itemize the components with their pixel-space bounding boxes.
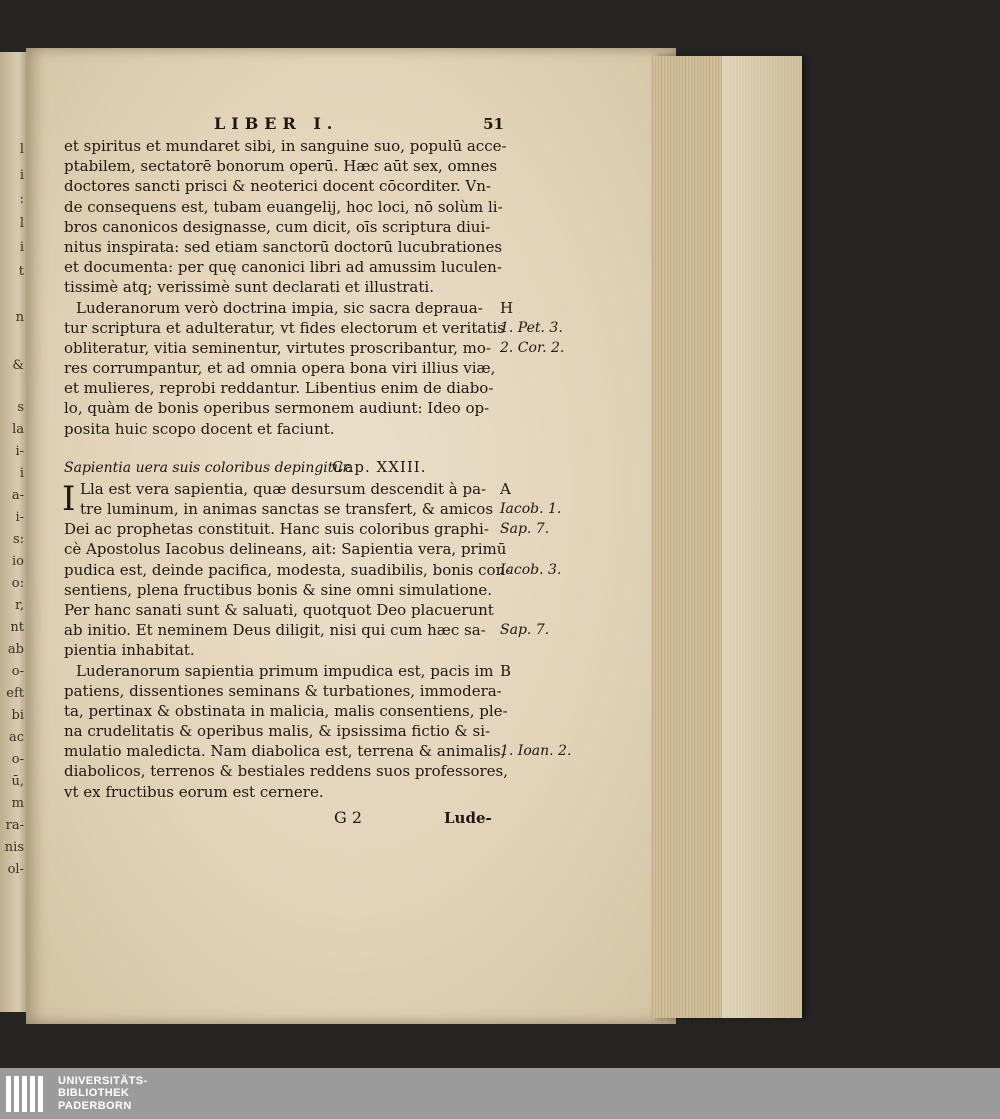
text-line — [64, 620, 624, 640]
marginal-reference: 1. Pet. 3. — [500, 319, 563, 336]
library-name-line1: UNIVERSITÄTS- — [58, 1074, 148, 1087]
line-text: res corrumpantur, et ad omnia opera bona viri illius viæ, — [64, 359, 496, 378]
running-title: LIBER I. — [214, 114, 339, 133]
line-text: mulatio maledicta. Nam diabolica est, terrena & animalis, — [64, 742, 506, 761]
left-margin-fragment: i — [19, 466, 24, 481]
text-line — [64, 701, 624, 721]
left-margin-fragment: l — [19, 216, 24, 231]
line-text: pientia inhabitat. — [64, 641, 195, 660]
line-text: nitus inspirata: sed etiam sanctorū doctorū lucubrationes — [64, 237, 503, 256]
text-line — [64, 519, 624, 539]
left-margin-fragment: ol- — [7, 862, 24, 877]
left-margin-fragment: nis — [4, 840, 24, 855]
left-margin-fragment: s — [17, 400, 24, 415]
chapter-title: Sapientia uera suis coloribus depingitur. — [64, 459, 353, 476]
line-text: Luderanorum verò doctrina impia, sic sacra deprauа- — [76, 298, 483, 317]
left-margin-fragment: l — [19, 142, 24, 157]
left-margin-fragment: n — [15, 310, 24, 325]
left-margin-fragment: ū, — [11, 774, 24, 789]
line-text: tissimè atq; verissimè sunt declarati et illustrati. — [64, 278, 434, 297]
text-line — [64, 237, 624, 257]
left-margin-fragment: : — [19, 192, 24, 207]
left-margin-fragment: o- — [11, 664, 24, 679]
marginal-reference: Sap. 7. — [500, 521, 550, 538]
line-text: et spiritus et mundaret sibi, in sanguine suo, populū acce- — [64, 137, 507, 155]
left-margin-fragment: bi — [11, 708, 24, 723]
line-text: ptabilem, sectatorē bonorum operū. Hæc aūt sex, omnes — [64, 157, 498, 176]
library-banner — [0, 1068, 1000, 1119]
left-margin-fragment: ac — [8, 730, 24, 745]
line-text: bros canonicos designasse, cum dicit, oīs scriptura diui- — [64, 217, 491, 236]
chapter-heading — [64, 457, 624, 479]
line-text: obliteratur, vitia seminentur, virtutes proscribantur, mo- — [64, 338, 491, 357]
left-margin-fragment: i — [19, 168, 24, 183]
line-text: de consequens est, tubam euangelij, hoc loci, nō solùm li- — [64, 197, 503, 216]
marginal-reference: Iacob. 3. — [500, 561, 562, 578]
left-margin-fragment: i- — [15, 444, 24, 459]
left-margin-fragment: i- — [15, 510, 24, 525]
text-line — [64, 338, 624, 358]
marginal-reference: Sap. 7. — [500, 622, 550, 639]
text-line — [64, 539, 624, 559]
left-margin-fragment: ra- — [5, 818, 24, 833]
line-text: Luderanorum sapientia primum impudica est, pacis im — [76, 661, 494, 680]
catchword: Lude- — [444, 808, 492, 827]
text-line — [64, 600, 624, 620]
line-text: posita huic scopo docent et faciunt. — [64, 419, 335, 438]
left-margin-fragment: nt — [10, 620, 24, 635]
left-margin-fragment: t — [18, 264, 24, 279]
line-text: vt ex fructibus eorum est cernere. — [64, 782, 324, 801]
text-line — [64, 721, 624, 741]
line-text: ta, pertinax & obstinata in malicia, malis consentiens, ple- — [64, 701, 508, 720]
left-margin-fragment: la — [12, 422, 24, 437]
text-line — [64, 156, 624, 176]
line-text: tre luminum, in animas sanctas se transfert, & amicos — [80, 500, 494, 518]
page-text-block — [64, 114, 624, 832]
text-line — [64, 640, 624, 660]
chapter-body — [64, 479, 624, 802]
marginal-reference: 1. Ioan. 2. — [500, 743, 572, 760]
marginal-section-letter: A — [500, 479, 511, 498]
text-line — [64, 681, 624, 701]
drop-initial: I — [62, 478, 76, 519]
chapter-number: Cap. XXIII. — [332, 457, 427, 476]
left-margin-fragment: s: — [12, 532, 24, 547]
line-text: sentiens, plena fructibus bonis & sine omni simulatione. — [64, 580, 493, 599]
marginal-reference: 2. Cor. 2. — [500, 339, 565, 356]
line-text: tur scriptura et adulteratur, vt fides electorum et veritatis — [64, 318, 505, 337]
library-name — [58, 1075, 148, 1113]
text-line — [64, 479, 624, 499]
left-margin-fragment: o- — [11, 752, 24, 767]
line-text: et documenta: per quę canonici libri ad amussim luculen- — [64, 258, 502, 277]
line-text: Lla est vera sapientia, quæ desursum descendit à pa- — [80, 479, 487, 498]
line-text: pudica est, deinde pacifica, modesta, suadibilis, bonis con- — [64, 560, 511, 579]
text-line — [64, 176, 624, 196]
text-line — [64, 741, 624, 761]
signature-mark: G 2 — [334, 807, 363, 827]
line-text: cè Apostolus Iacobus delineans, ait: Sapientia vera, primū — [64, 540, 507, 559]
left-margin-fragment: i — [19, 240, 24, 255]
text-line — [64, 398, 624, 418]
line-text: et mulieres, reprobi reddantur. Libentius enim de diabo- — [64, 379, 494, 398]
page-fore-edge — [652, 56, 802, 1018]
page-footer — [64, 808, 624, 832]
left-margin-fragment: m — [11, 796, 24, 811]
left-page-text-fragments — [0, 52, 28, 1012]
text-line — [64, 761, 624, 781]
paragraph-main — [64, 136, 624, 439]
library-name-line3: PADERBORN — [58, 1099, 132, 1112]
text-line — [64, 257, 624, 277]
marginal-section-letter: B — [500, 661, 512, 680]
line-text: diabolicos, terrenos & bestiales reddens suos professores, — [64, 762, 509, 781]
text-line — [64, 499, 624, 519]
text-line — [64, 277, 624, 297]
running-head — [64, 114, 624, 136]
library-logo-icon — [6, 1074, 52, 1114]
text-line — [64, 782, 624, 802]
text-line — [64, 197, 624, 217]
text-line — [64, 318, 624, 338]
folio-number: 51 — [483, 115, 504, 133]
line-text: Dei ac prophetas constituit. Hanc suis coloribus graphi- — [64, 520, 489, 539]
left-margin-fragment: eft — [6, 686, 24, 701]
line-text: doctores sancti prisci & neoterici docent cōcorditer. Vn- — [64, 177, 491, 196]
left-margin-fragment: o: — [11, 576, 24, 591]
left-margin-fragment: & — [12, 358, 24, 373]
left-margin-fragment: r, — [15, 598, 24, 613]
left-margin-fragment: ab — [7, 642, 24, 657]
text-line — [64, 419, 624, 439]
marginal-section-letter: H — [500, 298, 514, 317]
line-text: ab initio. Et neminem Deus diligit, nisi qui cum hæc sa- — [64, 621, 486, 640]
text-line — [64, 298, 624, 318]
text-line — [64, 358, 624, 378]
marginal-reference: Iacob. 1. — [500, 501, 562, 517]
line-text: patiens, dissentiones seminans & turbationes, immodera- — [64, 681, 502, 700]
text-line — [64, 136, 624, 156]
text-line — [64, 217, 624, 237]
line-text: na crudelitatis & operibus malis, & ipsissima fictio & si- — [64, 722, 491, 741]
line-text: Per hanc sanati sunt & saluati, quotquot Deo placuerunt — [64, 600, 494, 619]
text-line — [64, 378, 624, 398]
line-text: lo, quàm de bonis operibus sermonem audiunt: Ideo op- — [64, 399, 490, 418]
text-line — [64, 580, 624, 600]
left-margin-fragment: a- — [11, 488, 24, 503]
text-line — [64, 560, 624, 580]
left-margin-fragment: io — [12, 554, 24, 569]
text-line — [64, 661, 624, 681]
library-name-line2: BIBLIOTHEK — [58, 1087, 130, 1100]
